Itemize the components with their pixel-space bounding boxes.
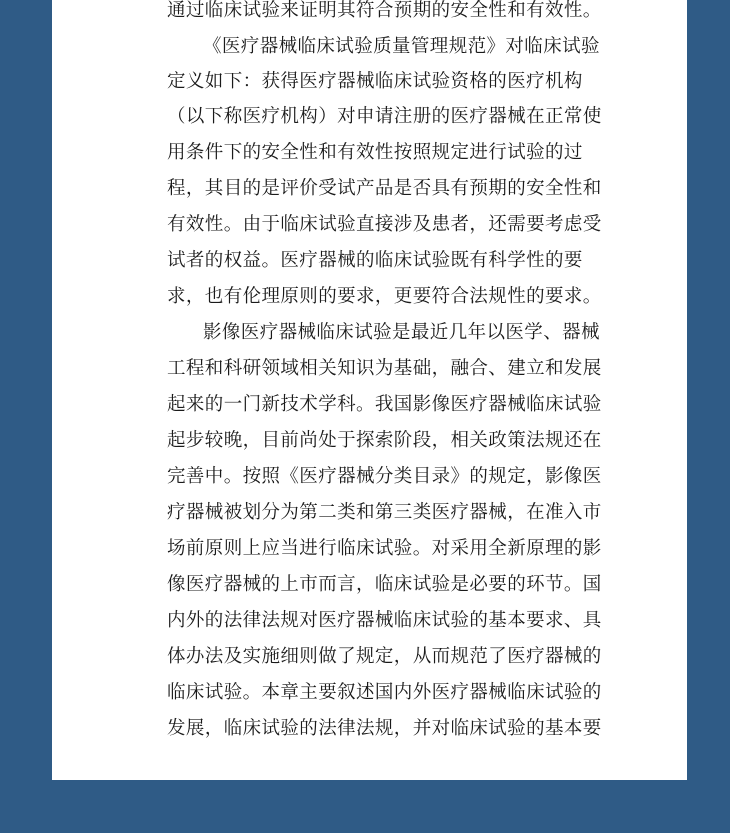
document-page: [52, 0, 687, 780]
text-line: 场前原则上应当进行临床试验。对采用全新原理的影: [167, 538, 602, 559]
text-line: 工程和科研领域相关知识为基础，融合、建立和发展: [167, 358, 602, 379]
text-line: 程，其目的是评价受试产品是否具有预期的安全性和: [167, 178, 602, 199]
text-line: 试者的权益。医疗器械的临床试验既有科学性的要: [167, 250, 583, 271]
text-line: 求，也有伦理原则的要求，更要符合法规性的要求。: [167, 286, 602, 307]
paragraph-start-line: 《医疗器械临床试验质量管理规范》对临床试验: [203, 36, 600, 57]
text-line: 定义如下：获得医疗器械临床试验资格的医疗机构: [167, 71, 583, 92]
text-line: 内外的法律法规对医疗器械临床试验的基本要求、具: [167, 610, 602, 631]
text-line: 起来的一门新技术学科。我国影像医疗器械临床试验: [167, 394, 602, 415]
text-line: 起步较晚，目前尚处于探索阶段，相关政策法规还在: [167, 430, 602, 451]
text-line: 完善中。按照《医疗器械分类目录》的规定，影像医: [167, 466, 602, 487]
text-line: 通过临床试验来证明其符合预期的安全性和有效性。: [167, 0, 602, 21]
text-line: 疗器械被划分为第二类和第三类医疗器械，在准入市: [167, 502, 602, 523]
text-line: 有效性。由于临床试验直接涉及患者，还需要考虑受: [167, 214, 602, 235]
text-line: 像医疗器械的上市而言，临床试验是必要的环节。国: [167, 574, 602, 595]
text-line: （以下称医疗机构）对申请注册的医疗器械在正常使: [167, 106, 602, 127]
text-line: 用条件下的安全性和有效性按照规定进行试验的过: [167, 142, 583, 163]
text-line: 发展，临床试验的法律法规，并对临床试验的基本要: [167, 718, 602, 739]
text-line: 体办法及实施细则做了规定，从而规范了医疗器械的: [167, 646, 602, 667]
text-line: 临床试验。本章主要叙述国内外医疗器械临床试验的: [167, 682, 602, 703]
paragraph-start-line: 影像医疗器械临床试验是最近几年以医学、器械: [203, 322, 600, 343]
